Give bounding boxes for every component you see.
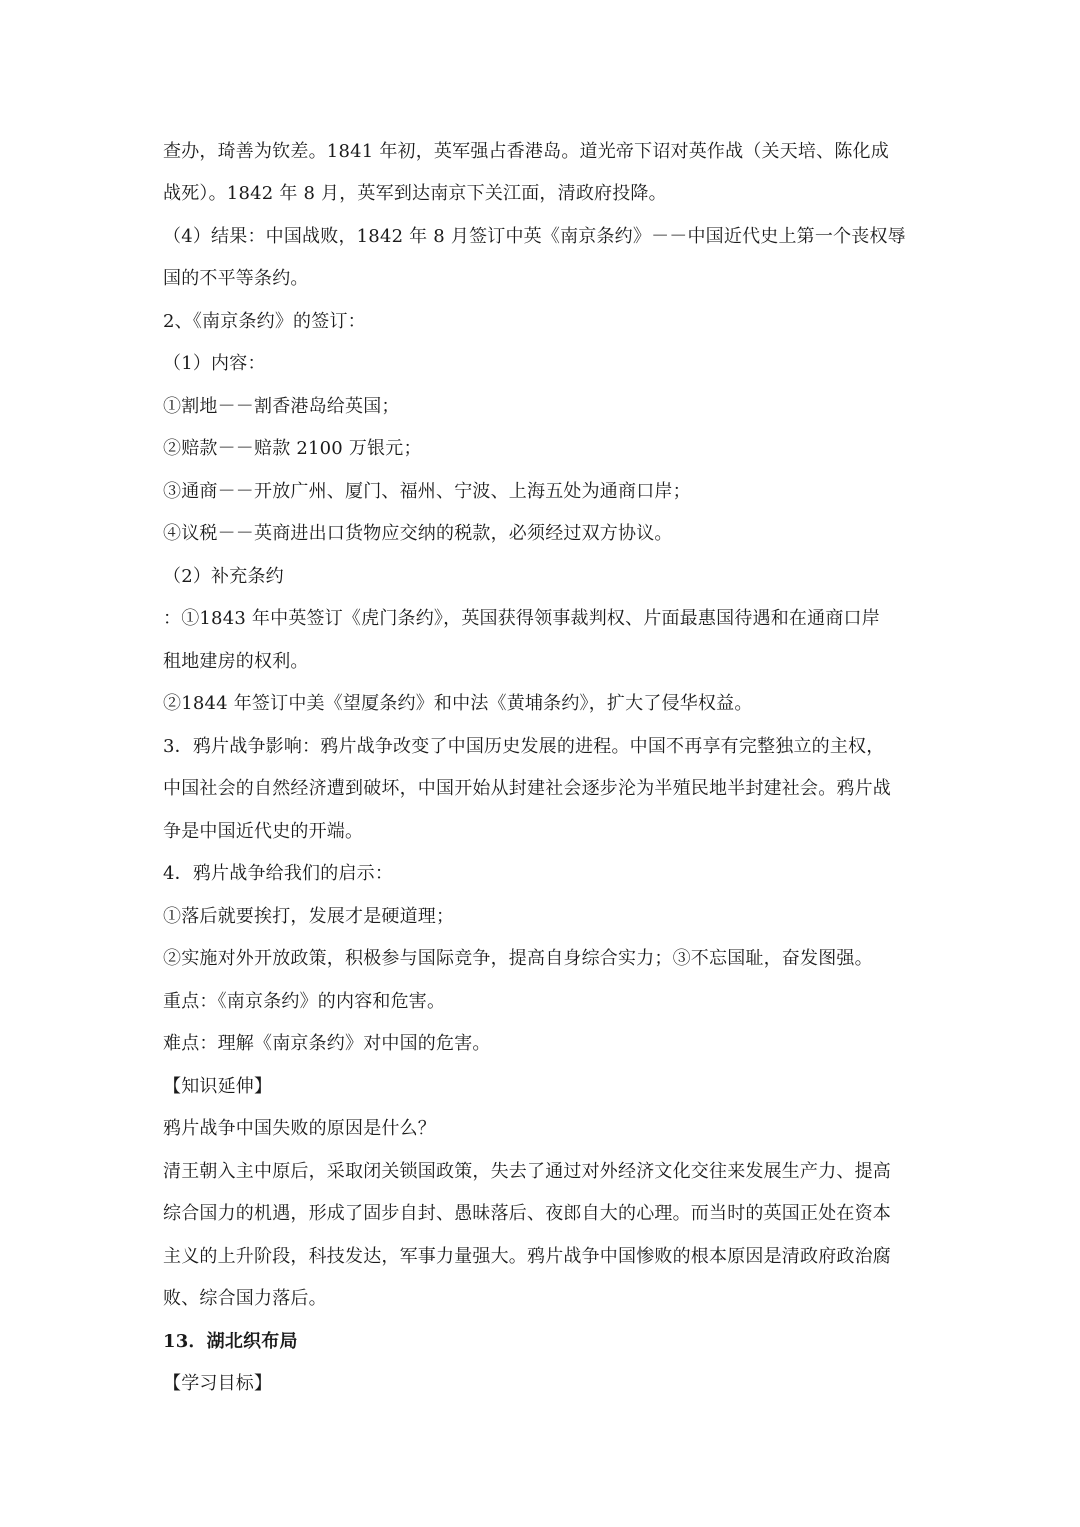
text-line: 综合国力的机遇，形成了固步自封、愚昧落后、夜郎自大的心理。而当时的英国正处在资本 — [163, 1203, 891, 1224]
lesson-title: 13．湖北织布局 — [163, 1331, 298, 1352]
text-line: 查办，琦善为钦差。1841 年初，英军强占香港岛。道光帝下诏对英作战（关天培、陈化成 — [163, 141, 889, 162]
list-item: ②实施对外开放政策，积极参与国际竞争，提高自身综合实力；③不忘国耻，奋发图强。 — [163, 948, 873, 969]
text-line: 战死）。1842 年 8 月，英军到达南京下关江面，清政府投降。 — [163, 183, 667, 204]
text-line: 难点：理解《南京条约》对中国的危害。 — [163, 1033, 491, 1054]
text-line: 主义的上升阶段，科技发达，军事力量强大。鸦片战争中国惨败的根本原因是清政府政治腐 — [163, 1246, 891, 1267]
subsection-heading: （2）补充条约 — [163, 566, 284, 587]
list-item: ②1844 年签订中美《望厦条约》和中法《黄埔条约》，扩大了侵华权益。 — [163, 693, 753, 714]
text-line: 国的不平等条约。 — [163, 268, 309, 289]
list-item: ①割地－－割香港岛给英国； — [163, 396, 400, 417]
text-line: 清王朝入主中原后，采取闭关锁国政策，失去了通过对外经济文化交往来发展生产力、提高 — [163, 1161, 891, 1182]
question-text: 鸦片战争中国失败的原因是什么？ — [163, 1118, 436, 1139]
text-line: 中国社会的自然经济遭到破坏，中国开始从封建社会逐步沦为半殖民地半封建社会。鸦片战 — [163, 778, 891, 799]
section-heading: 4．鸦片战争给我们的启示： — [163, 863, 394, 884]
text-line: 重点：《南京条约》的内容和危害。 — [163, 991, 446, 1012]
section-heading: 【知识延伸】 — [163, 1076, 273, 1097]
text-line: ：①1843 年中英签订《虎门条约》，英国获得领事裁判权、片面最惠国待遇和在通商口岸 — [163, 608, 880, 629]
list-item: ④议税－－英商进出口货物应交纳的税款，必须经过双方协议。 — [163, 523, 673, 544]
section-heading: 【学习目标】 — [163, 1373, 273, 1394]
section-heading: 2、《南京条约》的签订： — [163, 311, 366, 332]
list-item: ③通商－－开放广州、厦门、福州、宁波、上海五处为通商口岸； — [163, 481, 691, 502]
text-line: 3．鸦片战争影响：鸦片战争改变了中国历史发展的进程。中国不再享有完整独立的主权， — [163, 736, 885, 757]
list-item: ②赔款－－赔款 2100 万银元； — [163, 438, 422, 459]
subsection-heading: （1）内容： — [163, 353, 266, 374]
text-line: 租地建房的权利。 — [163, 651, 309, 672]
list-item: ①落后就要挨打，发展才是硬道理； — [163, 906, 455, 927]
text-line: （4）结果：中国战败，1842 年 8 月签订中英《南京条约》－－中国近代史上第一个丧权辱 — [163, 226, 906, 247]
text-line: 败、综合国力落后。 — [163, 1288, 327, 1309]
text-line: 争是中国近代史的开端。 — [163, 821, 364, 842]
